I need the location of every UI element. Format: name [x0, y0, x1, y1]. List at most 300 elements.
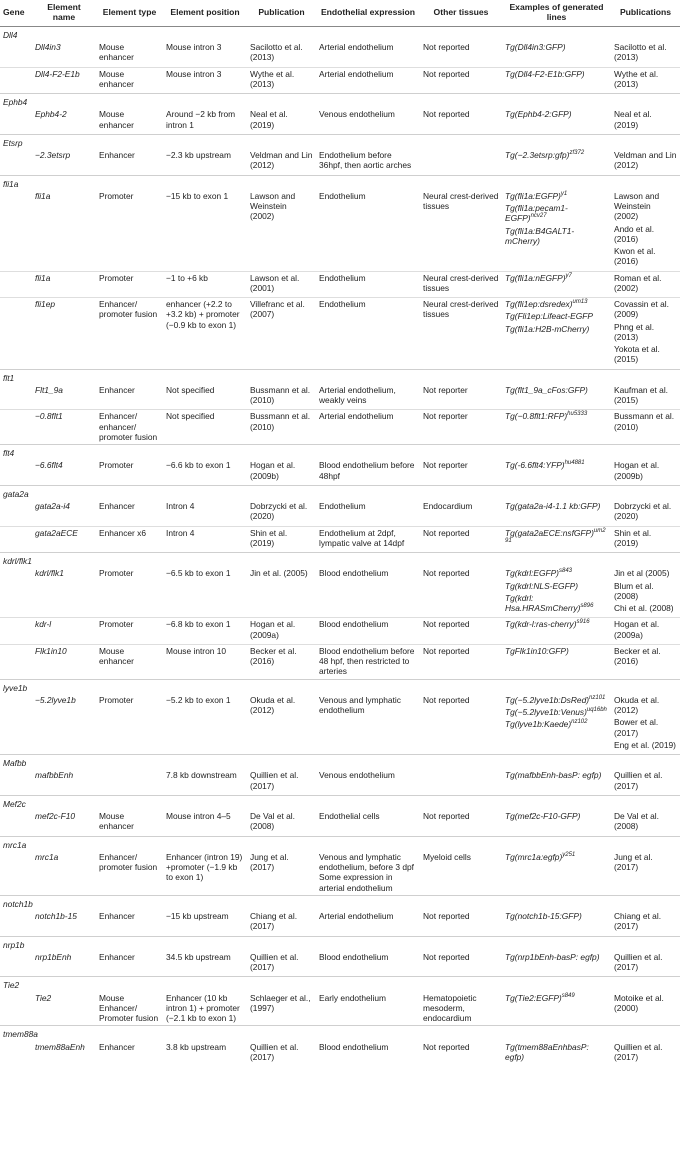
table-row: [0, 694, 680, 755]
table-row: [0, 992, 680, 1026]
header-endothelial-expression: Endothelial expression: [316, 0, 420, 26]
line-name: Tg(fli1ep:dsredex): [505, 299, 573, 310]
line-publications: [611, 149, 680, 175]
line-publication: Bussmann et al. (2010): [614, 411, 675, 432]
generated-lines: [502, 567, 611, 618]
element-publication: Veldman and Lin (2012): [250, 150, 313, 171]
element-name: nrp1bEnh: [35, 951, 72, 962]
element-type: Mouse enhancer: [99, 42, 134, 63]
line-publications: [611, 41, 680, 67]
element-name: −0.8flt1: [32, 410, 96, 445]
line-entry: [505, 593, 608, 614]
line-publications: [611, 459, 680, 485]
element-position: Not specified: [166, 384, 215, 395]
element-publication: Quillien et al. (2017): [250, 770, 299, 791]
line-name: Tg(mef2c-F10-GFP): [505, 811, 581, 822]
gene-row: [0, 795, 680, 810]
line-name: Tg(tmem88aEnhbasP: egfp): [505, 1041, 589, 1062]
line-name: Tg(-6.6flt4:YFP): [505, 460, 565, 471]
header-examples-of-lines: Examples of generated lines: [502, 0, 611, 26]
element-position: Not specified: [163, 410, 247, 445]
line-allele: ncv27: [530, 213, 547, 220]
element-name: tmem88aEnh: [35, 1041, 85, 1052]
line-name: Tg(gata2a-i4-1.1 kb:GFP): [505, 501, 601, 512]
generated-lines: [502, 190, 611, 271]
line-name: Tg(fli1a:nEGFP): [505, 272, 566, 283]
gene-name: nrp1b: [0, 936, 680, 951]
element-position: Mouse intron 10: [163, 644, 247, 679]
line-publication: Blum et al. (2008): [614, 580, 654, 601]
gene-row: [0, 895, 680, 910]
element-publication: Sacilotto et al. (2013): [250, 42, 303, 63]
line-allele: zf372: [569, 150, 585, 157]
generated-lines: [502, 41, 611, 67]
gene-cell: [0, 410, 32, 445]
element-position: Mouse intron 3: [166, 42, 222, 53]
element-publication: Quillien et al. (2017): [250, 951, 299, 973]
endothelial-expression: Venous and lymphatic endothelium: [319, 694, 401, 716]
gene-name: lyve1b: [0, 679, 680, 694]
line-name: Tg(Dll4-F2-E1b:GFP): [505, 68, 585, 79]
gene-cell: [0, 526, 32, 553]
line-publication: Quillien et al. (2017): [614, 770, 663, 791]
element-position: Enhancer (intron 19) +promoter (−1.9 kb to exon 1): [166, 851, 243, 883]
gene-cell: [0, 67, 32, 94]
table-body: [0, 26, 680, 1066]
line-name: Tg(fli1a:H2B-mCherry): [505, 323, 590, 334]
element-type: Mouse enhancer: [99, 811, 134, 832]
line-publications: [611, 271, 680, 298]
header-element-type: Element type: [96, 0, 163, 26]
generated-lines: [502, 951, 611, 977]
element-position: −6.5 kb to exon 1: [166, 568, 231, 579]
generated-lines: [502, 992, 611, 1026]
other-tissues: Hematopoietic mesoderm, endocardium: [423, 992, 477, 1024]
element-name: Dll4in3: [35, 42, 61, 53]
line-publication: Okuda et al. (2012): [614, 694, 660, 716]
gene-cell: [0, 298, 32, 370]
other-tissues: Neural crest-derived tissues: [423, 190, 499, 212]
table-row: [0, 271, 680, 298]
element-publication: Hogan et al. (2009a): [247, 618, 316, 645]
line-name: Tg(gata2aECE:nsfGFP): [505, 527, 594, 538]
gene-name: Tie2: [0, 977, 680, 992]
line-publication: Neal et al. (2019): [614, 109, 652, 130]
line-publication: Covassin et al. (2009): [614, 299, 669, 320]
line-allele: s916: [576, 619, 590, 626]
line-allele: uq16bh: [586, 707, 607, 714]
line-allele: s843: [558, 568, 572, 575]
table-row: [0, 190, 680, 271]
line-name: Tg(kdrl:EGFP): [505, 568, 559, 579]
element-name: mafbbEnh: [35, 770, 74, 781]
gene-row: [0, 977, 680, 992]
line-publication: Hogan et al. (2009a): [614, 619, 660, 640]
generated-lines: [502, 384, 611, 410]
element-position: Enhancer (10 kb intron 1) + promoter (−2.1 kb to exon 1): [166, 992, 240, 1024]
generated-lines: [502, 618, 611, 645]
line-allele: hu4881: [564, 460, 585, 467]
gene-name: Mafbb: [0, 755, 680, 770]
element-type: Mouse enhancer: [96, 644, 163, 679]
element-name: kdr-l: [32, 618, 96, 645]
generated-lines: [502, 67, 611, 94]
line-allele: um13: [572, 299, 588, 306]
generated-lines: [502, 810, 611, 836]
line-publication: Chi et al. (2008): [614, 603, 674, 614]
endothelial-expression: Arterial endothelium: [319, 42, 394, 53]
line-entry: [505, 299, 608, 309]
line-publication: Sacilotto et al. (2013): [614, 42, 667, 63]
endothelial-expression: Blood endothelium: [316, 618, 420, 645]
gene-cell: [0, 108, 32, 134]
line-entry: [505, 501, 608, 511]
line-publication: Becker et al. (2016): [614, 645, 661, 667]
generated-lines: [502, 526, 611, 553]
line-entry: [505, 568, 608, 578]
other-tissues: Myeloid cells: [423, 851, 471, 862]
table-row: [0, 500, 680, 526]
line-publication: Roman et al. (2002): [614, 272, 662, 293]
line-allele: y251: [562, 852, 576, 859]
element-position: 7.8 kb downstream: [166, 770, 237, 781]
line-publications: [611, 769, 680, 795]
header-other-tissues: Other tissues: [420, 0, 502, 26]
line-entry: [505, 852, 608, 862]
element-publication: Hogan et al. (2009b): [250, 460, 296, 481]
element-position: −5.2 kb to exon 1: [166, 694, 231, 705]
line-name: Tg(fli1a:B4GALT1-mCherry): [505, 225, 575, 246]
other-tissues: Not reporter: [423, 460, 468, 471]
line-entry: [505, 719, 608, 729]
gene-name: Mef2c: [0, 795, 680, 810]
element-name: gata2a-i4: [35, 501, 70, 512]
line-name: Tg(kdrl:NLS-EGFP): [505, 580, 579, 591]
endothelial-expression: Blood endothelium before 48hpf: [319, 460, 415, 481]
line-publications: [611, 567, 680, 618]
element-position: Mouse intron 4–5: [166, 811, 231, 822]
endothelial-expression: Arterial endothelium, weakly veins: [319, 384, 396, 406]
element-publication: Jung et al. (2017): [250, 851, 289, 873]
element-publication: Jin et al. (2005): [250, 568, 308, 579]
element-publication: Chiang et al. (2017): [250, 911, 298, 932]
line-entry: [505, 707, 608, 717]
generated-lines: [502, 694, 611, 755]
line-entry: [505, 581, 608, 591]
line-allele: nz101: [589, 695, 606, 702]
line-publications: [611, 500, 680, 526]
element-type: Enhancer: [99, 1041, 135, 1052]
line-publications: [611, 298, 680, 370]
line-allele: y7: [565, 272, 572, 279]
element-type: Enhancer: [99, 501, 135, 512]
element-publication: Becker et al. (2016): [247, 644, 316, 679]
gene-name: Dll4: [3, 29, 18, 40]
line-entry: [505, 993, 608, 1003]
endothelial-expression: Arterial endothelium: [316, 67, 420, 94]
element-type: Mouse enhancer: [96, 67, 163, 94]
endothelial-expression: Blood endothelium: [319, 1041, 389, 1052]
generated-lines: [502, 298, 611, 370]
line-name: Tg(−2.3etsrp:gfp): [505, 150, 570, 161]
line-name: Tg(Fli1ep:Lifeact-EGFP: [505, 311, 593, 322]
line-entry: [505, 811, 608, 821]
line-publication: Yokota et al. (2015): [614, 344, 660, 365]
line-entry: [505, 69, 608, 79]
gene-name: fli1a: [0, 175, 680, 190]
line-publication: Jin et al (2005): [614, 568, 670, 579]
line-publication: Quillien et al. (2017): [614, 1041, 663, 1062]
element-position: Mouse intron 3: [163, 67, 247, 94]
line-entry: [505, 203, 608, 224]
element-publication: Dobrzycki et al. (2020): [250, 501, 308, 522]
other-tissues: Not reported: [420, 67, 502, 94]
endothelial-expression: Venous and lymphatic endothelium, before 3 dpf Some expression in arterial endothelium: [319, 851, 414, 893]
line-publication: Jung et al. (2017): [614, 851, 653, 873]
line-entry: [505, 528, 608, 549]
element-name: Ephb4-2: [35, 109, 67, 120]
gene-row: [0, 26, 680, 41]
element-publication: Okuda et al. (2012): [250, 694, 296, 716]
element-publication: De Val et al. (2008): [250, 811, 295, 832]
gene-name: tmem88a: [0, 1026, 680, 1041]
line-name: Tg(kdr-l:ras-cherry): [505, 619, 577, 630]
other-tissues: Not reported: [423, 42, 470, 53]
element-position: −1 to +6 kb: [163, 271, 247, 298]
line-entry: [505, 619, 608, 629]
line-entry: [505, 911, 608, 921]
gene-name: gata2a: [0, 485, 680, 500]
line-entry: [505, 42, 608, 52]
gene-cell: [0, 1041, 32, 1067]
line-publications: [611, 851, 680, 896]
gene-name: flt4: [0, 445, 680, 460]
gene-cell: [0, 384, 32, 410]
element-type: Promoter: [96, 271, 163, 298]
endothelial-expression: Endothelium: [316, 298, 420, 370]
gene-cell: [0, 500, 32, 526]
line-entry: [505, 646, 608, 656]
line-name: Tg(mafbbEnh-basP: egfp): [505, 770, 602, 781]
other-tissues: Not reported: [423, 694, 470, 705]
line-name: Tg(Tie2:EGFP): [505, 992, 562, 1003]
endothelial-expression: Endothelium: [316, 271, 420, 298]
gene-cell: [0, 644, 32, 679]
generated-lines: [502, 500, 611, 526]
element-publication: Lawson et al. (2001): [247, 271, 316, 298]
line-publication: Phng et al. (2013): [614, 321, 655, 342]
line-publication: Kaufman et al. (2015): [614, 384, 669, 406]
gene-cell: [0, 810, 32, 836]
gene-cell: [0, 149, 32, 175]
endothelial-expression: Blood endothelium: [319, 568, 389, 579]
element-position: 3.8 kb upstream: [166, 1041, 227, 1052]
line-publications: [611, 694, 680, 755]
element-position: Intron 4: [163, 526, 247, 553]
other-tissues: Not reported: [423, 811, 470, 822]
line-name: Tg(fli1a:pecam1-EGFP): [505, 203, 568, 224]
line-publications: [611, 1041, 680, 1067]
element-type: Promoter: [99, 568, 134, 579]
element-publication: Lawson and Weinstein (2002): [250, 190, 296, 222]
line-publications: [611, 951, 680, 977]
endothelial-expression: Arterial endothelium: [319, 911, 394, 922]
gene-cell: [0, 992, 32, 1026]
header-gene: Gene: [0, 0, 32, 26]
generated-lines: [502, 149, 611, 175]
endothelial-expression: Early endothelium: [319, 992, 387, 1003]
line-publication: Kwon et al. (2016): [614, 246, 656, 267]
generated-lines: [502, 459, 611, 485]
element-position: 34.5 kb upstream: [166, 951, 231, 962]
other-tissues: Not reporter: [420, 410, 502, 445]
line-entry: [505, 109, 608, 119]
gene-cell: [0, 190, 32, 271]
other-tissues: [420, 769, 502, 795]
table-row: [0, 851, 680, 896]
gene-name: mrc1a: [0, 836, 680, 851]
line-publication: Dobrzycki et al. (2020): [614, 501, 672, 522]
endothelial-expression: Endothelium before 36hpf, then aortic arches: [319, 150, 412, 171]
gene-cell: [0, 41, 32, 67]
element-publication: Neal et al. (2019): [250, 109, 288, 130]
line-publication: Wythe et al. (2013): [614, 68, 659, 89]
line-publication: Hogan et al. (2009b): [614, 460, 660, 481]
element-publication: Bussmann et al. (2010): [250, 384, 311, 406]
line-name: Tg(lyve1b:Kaede): [505, 719, 572, 730]
line-publication: Motoike et al. (2000): [614, 992, 664, 1013]
table-row: [0, 618, 680, 645]
line-allele: nz102: [571, 719, 588, 726]
line-entry: [505, 695, 608, 705]
element-name: mef2c-F10: [35, 811, 76, 822]
line-name: Tg(flt1_9a_cFos:GFP): [505, 384, 588, 395]
line-publications: [611, 190, 680, 271]
element-name: −6.6flt4: [35, 460, 63, 471]
line-entry: [505, 411, 608, 421]
element-name: Flk1in10: [32, 644, 96, 679]
gene-row: [0, 175, 680, 190]
line-publication: Bower et al. (2017): [614, 717, 659, 738]
gene-row: [0, 553, 680, 568]
line-allele: s849: [561, 992, 575, 999]
endothelial-expression: Endothelium: [319, 501, 366, 512]
other-tissues: Neural crest-derived tissues: [420, 271, 502, 298]
gene-row: [0, 445, 680, 460]
element-type: Promoter: [99, 694, 134, 705]
header-element-position: Element position: [163, 0, 247, 26]
line-publications: [611, 108, 680, 134]
element-name: mrc1a: [35, 851, 59, 862]
gene-row: [0, 755, 680, 770]
element-position: Intron 4: [166, 501, 195, 512]
other-tissues: Not reported: [423, 951, 470, 962]
line-publication: Chiang et al. (2017): [614, 911, 662, 932]
gene-row: [0, 936, 680, 951]
gene-cell: [0, 271, 32, 298]
element-type: [96, 769, 163, 795]
line-entry: [505, 324, 608, 334]
line-name: Tg(mrc1a:egfp): [505, 851, 563, 862]
generated-lines: [502, 108, 611, 134]
table-row: [0, 108, 680, 134]
endothelial-expression: Endothelium: [319, 190, 366, 201]
gene-cell: [0, 769, 32, 795]
endothelial-expression: Blood endothelium before 48 hpf, then restricted to arteries: [316, 644, 420, 679]
line-entry: [505, 952, 608, 962]
line-entry: [505, 273, 608, 283]
other-tissues: Not reported: [420, 644, 502, 679]
header-publication: Publication: [247, 0, 316, 26]
gene-cell: [0, 694, 32, 755]
line-name: Tg(−5.2lyve1b:Venus): [505, 707, 587, 718]
line-name: Tg(notch1b-15:GFP): [505, 911, 582, 922]
other-tissues: Not reporter: [423, 384, 468, 395]
gene-row: [0, 94, 680, 109]
endothelial-expression: Blood endothelium: [319, 951, 389, 962]
line-entry: [505, 1042, 608, 1063]
line-publications: [611, 526, 680, 553]
table-row: [0, 1041, 680, 1067]
generated-lines: [502, 271, 611, 298]
gene-name: flt1: [0, 369, 680, 384]
other-tissues: Not reported: [423, 911, 470, 922]
table-row: [0, 951, 680, 977]
element-name: fli1ep: [32, 298, 96, 370]
element-name: −5.2lyve1b: [35, 694, 76, 705]
table-row: [0, 298, 680, 370]
element-publication: Villefranc et al. (2007): [247, 298, 316, 370]
line-publications: [611, 410, 680, 445]
line-entry: [505, 460, 608, 470]
element-name: Tie2: [35, 992, 52, 1003]
line-entry: [505, 770, 608, 780]
line-publication: Eng et al. (2019): [614, 739, 676, 750]
line-allele: y1: [560, 191, 568, 198]
element-publication: Schlaeger et al., (1997): [250, 992, 311, 1013]
header-row: [0, 0, 680, 26]
generated-lines: [502, 769, 611, 795]
line-publications: [611, 384, 680, 410]
table-row: [0, 459, 680, 485]
element-type: Enhancer: [99, 384, 135, 395]
element-type: Mouse Enhancer/ Promoter fusion: [99, 992, 159, 1024]
gene-row: [0, 369, 680, 384]
line-publication: Shin et al. (2019): [614, 527, 652, 548]
gene-cell: [0, 951, 32, 977]
element-position: −6.6 kb to exon 1: [166, 460, 231, 471]
other-tissues: Not reported: [420, 618, 502, 645]
table-row: [0, 526, 680, 553]
table-row: [0, 810, 680, 836]
line-publications: [611, 618, 680, 645]
table-row: [0, 769, 680, 795]
element-publication: Shin et al. (2019): [247, 526, 316, 553]
line-name: Tg(kdrl: Hsa.HRASmCherry): [505, 592, 581, 614]
line-entry: [505, 226, 608, 247]
other-tissues: Endocardium: [423, 501, 473, 512]
element-type: Enhancer: [99, 150, 135, 161]
gene-row: [0, 134, 680, 149]
element-name: notch1b-15: [35, 911, 77, 922]
gene-name: Ephb4: [0, 94, 680, 109]
element-name: fli1a: [32, 271, 96, 298]
line-publications: [611, 67, 680, 94]
line-publication: Ando et al. (2016): [614, 223, 655, 244]
table-row: [0, 567, 680, 618]
gene-name: Etsrp: [0, 134, 680, 149]
endothelial-expression: Arterial endothelium: [316, 410, 420, 445]
